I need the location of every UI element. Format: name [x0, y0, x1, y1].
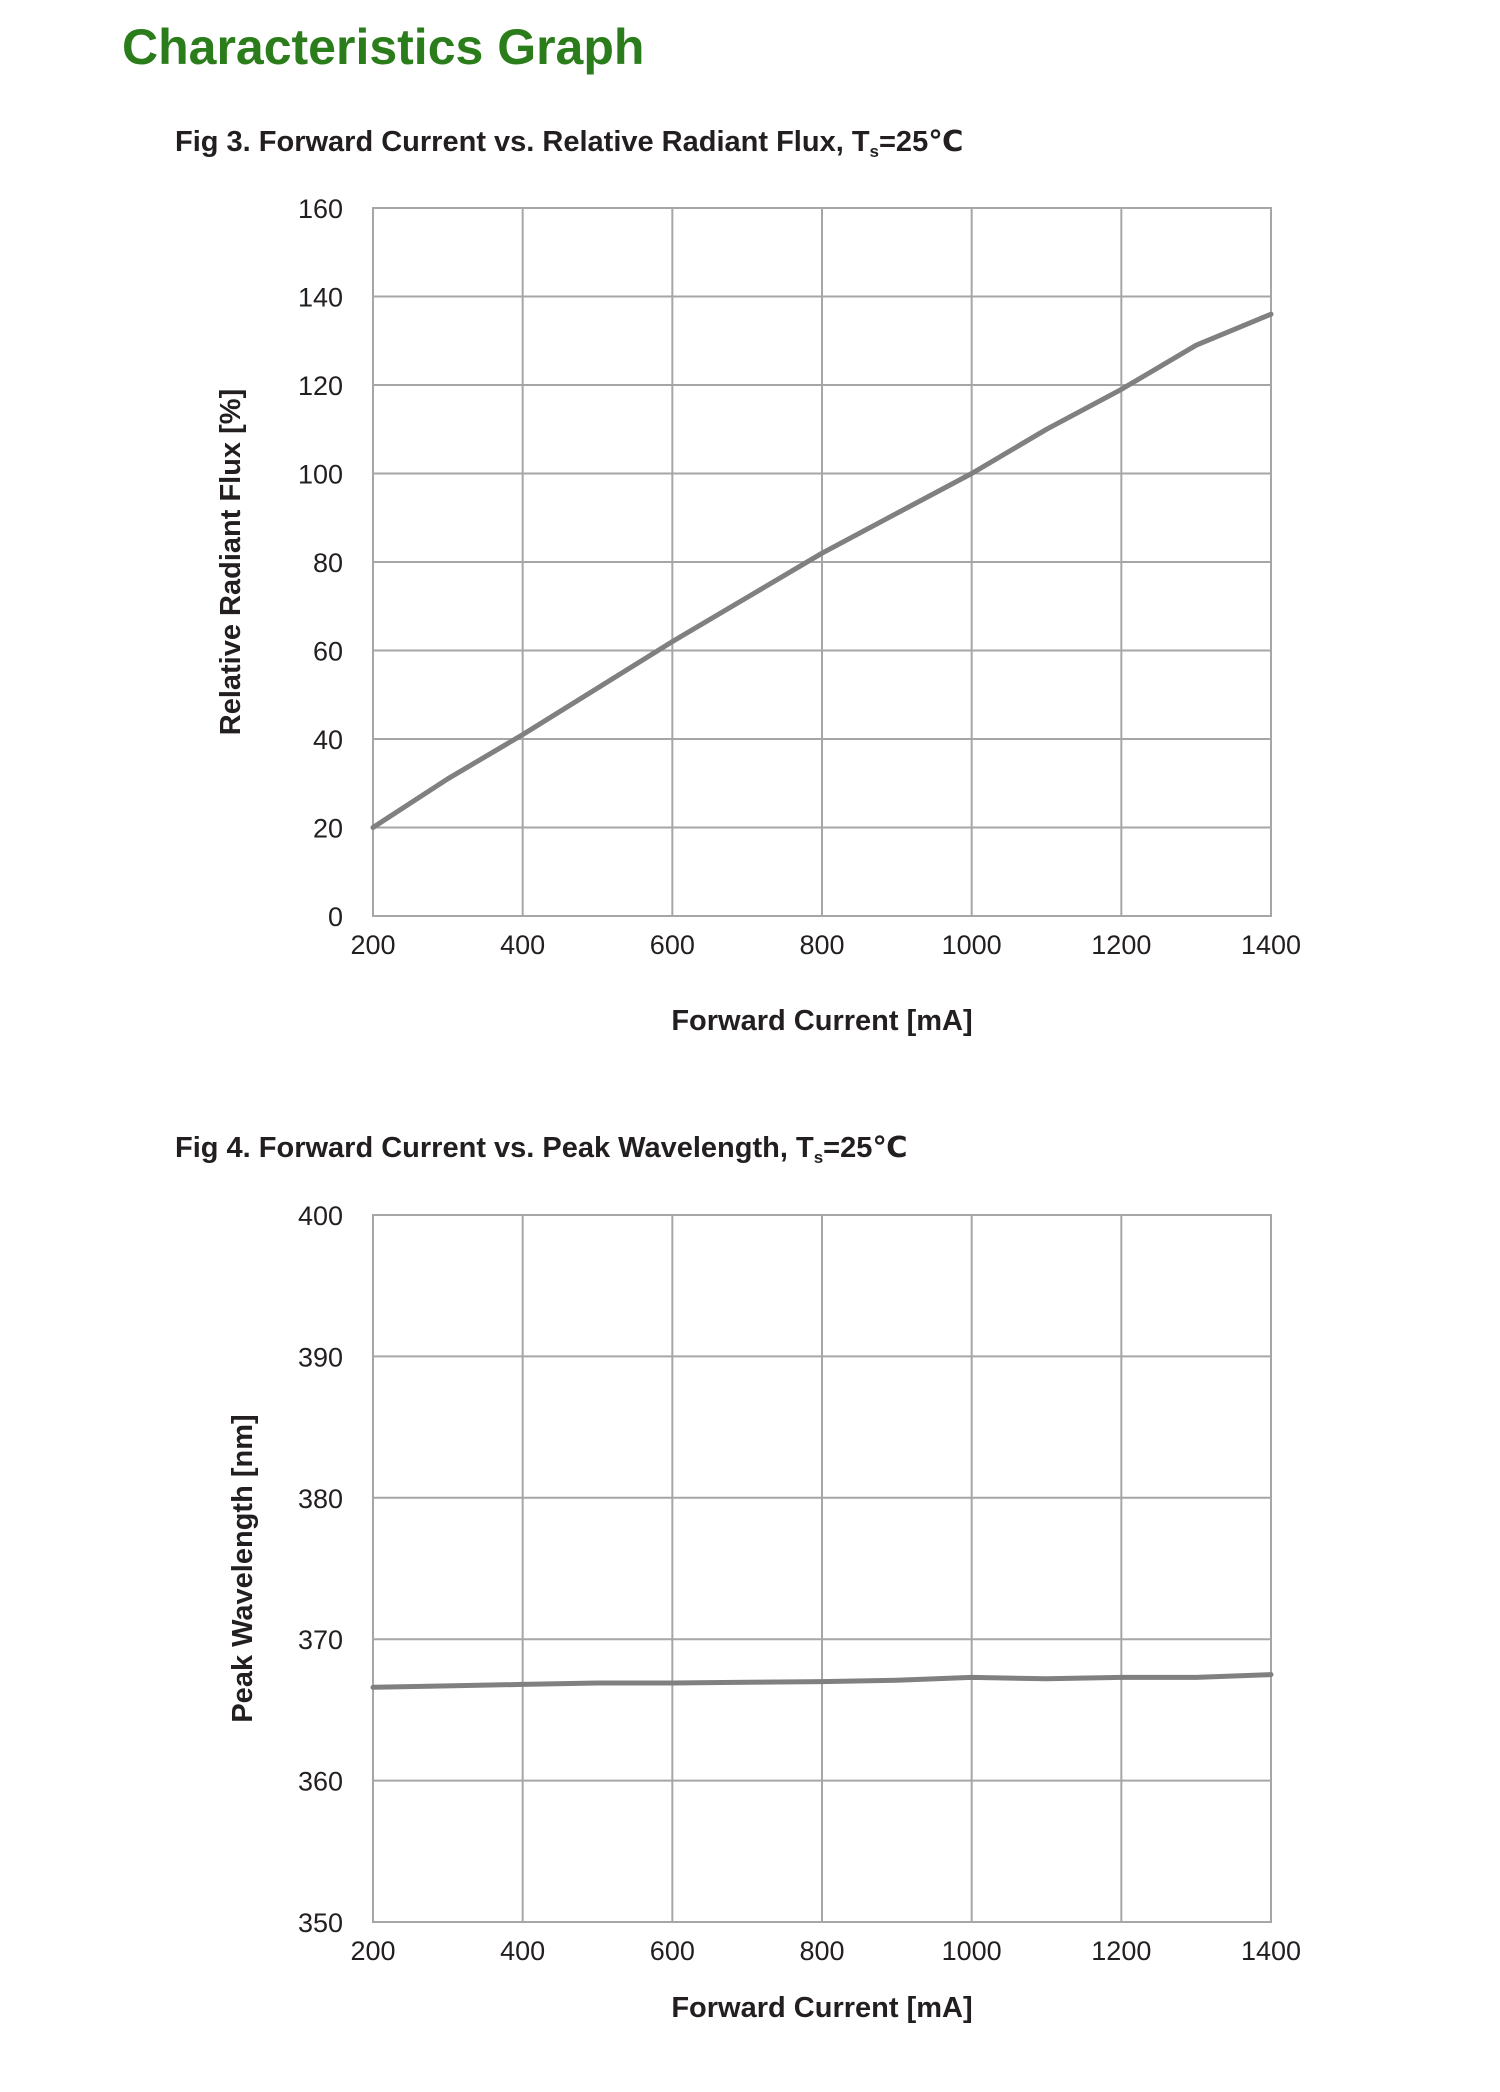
y-tick-label: 160 [297, 194, 343, 224]
figure-3-title-subscript: s [869, 142, 879, 161]
x-tick-label: 800 [799, 930, 845, 960]
y-tick-label: 100 [297, 459, 343, 490]
figure-4-title-end: =25℃ [823, 1132, 908, 1164]
peak-wavelength-chart [0, 1195, 1500, 2055]
y-tick-label: 140 [297, 282, 343, 313]
y-axis-label: Peak Wavelength [nm] [227, 1414, 259, 1723]
y-tick-label: 370 [297, 1625, 343, 1656]
y-tick-label: 400 [297, 1201, 343, 1231]
figure-3-title-end: =25℃ [879, 126, 964, 158]
relative-radiant-flux-chart [0, 190, 1500, 1080]
x-tick-label: 1000 [941, 1936, 1002, 1966]
x-axis-label: Forward Current [mA] [671, 1992, 973, 2024]
x-tick-label: 200 [350, 930, 396, 960]
y-axis-label: Relative Radiant Flux [%] [215, 388, 247, 736]
figure-4-title [175, 1130, 907, 1168]
x-tick-label: 400 [500, 930, 546, 960]
y-tick-label: 60 [312, 636, 343, 667]
x-tick-label: 200 [350, 1936, 396, 1966]
y-tick-label: 20 [312, 813, 343, 844]
y-tick-label: 0 [327, 902, 343, 932]
x-tick-label: 400 [500, 1936, 546, 1966]
y-tick-label: 360 [297, 1766, 343, 1797]
x-tick-label: 1400 [1240, 930, 1302, 960]
x-tick-label: 600 [649, 930, 695, 960]
figure-4-title-subscript: s [813, 1148, 824, 1167]
x-tick-label: 1200 [1091, 1936, 1152, 1966]
y-tick-label: 390 [297, 1342, 343, 1373]
y-tick-label: 80 [312, 548, 343, 578]
y-tick-label: 40 [312, 725, 343, 755]
x-tick-label: 1200 [1091, 930, 1152, 960]
x-tick-label: 800 [799, 1936, 845, 1966]
figure-4-title-main: Fig 4. Forward Current vs. Peak Wavelength, T [175, 1132, 814, 1164]
x-axis-label: Forward Current [mA] [671, 1005, 973, 1037]
x-tick-label: 1000 [941, 930, 1002, 960]
x-tick-label: 1400 [1240, 1936, 1302, 1966]
figure-3-title [175, 124, 963, 162]
x-tick-label: 600 [649, 1936, 695, 1966]
y-tick-label: 120 [297, 371, 343, 401]
y-tick-label: 350 [297, 1908, 343, 1938]
section-title: Characteristics Graph [122, 19, 645, 75]
y-tick-label: 380 [297, 1483, 343, 1514]
figure-3-title-main: Fig 3. Forward Current vs. Relative Radiant Flux, T [175, 126, 870, 158]
